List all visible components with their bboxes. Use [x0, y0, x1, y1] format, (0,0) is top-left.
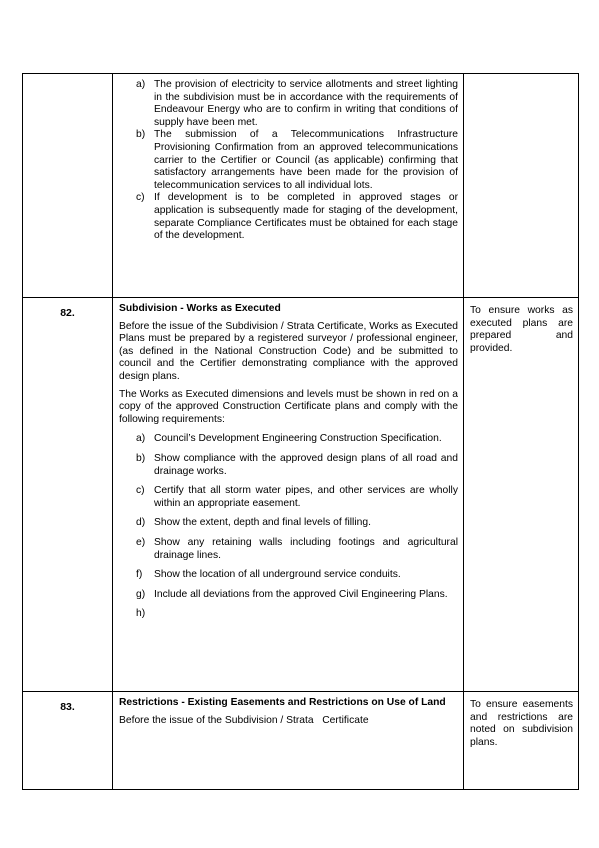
list-item-text: If development is to be completed in approved stages or application is subsequently made for staging of the development, separate Compliance Certificates must be obtained for each stage of the development. [154, 192, 458, 242]
condition-row-continued [23, 74, 579, 298]
list-item [119, 79, 458, 129]
condition-reason: To ensure works as executed plans are prepared and provided. [464, 298, 579, 692]
condition-body [113, 692, 464, 790]
condition-row-82 [23, 298, 579, 692]
list-marker: f) [136, 569, 143, 581]
list-marker: a) [136, 79, 146, 90]
condition-paragraph: Before the issue of the Subdivision / Strata Certificate, Works as Executed Plans must be prepared by a registered surveyor / professional engineer, (as defined in the National Construction Code) and be submitted to council and the Certifier demonstrating compliance with the approved design plans. [119, 320, 458, 382]
list-item [119, 453, 458, 478]
list-marker: h) [136, 608, 146, 620]
condition-reason [464, 74, 579, 298]
list-marker: a) [136, 433, 146, 445]
requirement-list [119, 433, 458, 621]
list-item-text: Council’s Development Engineering Construction Specification. [154, 433, 442, 445]
list-item-text: Show the location of all underground service conduits. [154, 569, 401, 581]
list-marker: d) [136, 517, 146, 529]
condition-number [23, 74, 113, 298]
conditions-table [22, 73, 579, 790]
list-item-text: The provision of electricity to service allotments and street lighting in the subdivision must be in accordance with the requirements of Endeavour Energy who are to confirm in writing that conditions of supply have been met. [154, 79, 458, 128]
list-marker: g) [136, 588, 146, 600]
condition-paragraph: Before the issue of the Subdivision / Strata Certificate [119, 714, 369, 726]
list-marker: c) [136, 192, 145, 204]
list-item [119, 517, 458, 530]
condition-row-83 [23, 692, 579, 790]
condition-reason: To ensure easements and restrictions are noted on subdivision plans. [464, 692, 579, 790]
list-item [119, 537, 458, 562]
list-item [119, 589, 458, 602]
condition-heading: Subdivision - Works as Executed [119, 303, 281, 314]
condition-body [113, 298, 464, 692]
list-item-text: Show the extent, depth and final levels of filling. [154, 517, 371, 529]
list-item-text: Certify that all storm water pipes, and other services are wholly within an appropriate easement. [154, 485, 458, 509]
list-item-text: Show compliance with the approved design plans of all road and drainage works. [154, 452, 458, 477]
list-marker: b) [136, 452, 146, 464]
condition-paragraph: The Works as Executed dimensions and levels must be shown in red on a copy of the approved Construction Certificate plans and comply with the following requirements: [119, 388, 458, 425]
condition-heading: Restrictions - Existing Easements and Restrictions on Use of Land [119, 697, 446, 708]
list-item [119, 485, 458, 510]
list-item [119, 569, 458, 582]
condition-body [113, 74, 464, 298]
list-item-text: The submission of a Telecommunications Infrastructure Provisioning Confirmation from an approved telecommunications carrier to the Certifier or Council (as applicable) confirming that satisfactory arrangements have been made for the provision of telecommunication services to all individual lots. [154, 129, 458, 191]
list-item [119, 192, 458, 242]
list-item [119, 433, 458, 446]
list-marker: e) [136, 536, 146, 548]
list-marker: c) [136, 485, 145, 497]
condition-number: 82. [23, 298, 113, 692]
condition-number: 83. [23, 692, 113, 790]
list-item [119, 129, 458, 192]
list-marker: b) [136, 129, 146, 141]
list-item-text: Include all deviations from the approved Civil Engineering Plans. [154, 588, 448, 600]
list-item [119, 608, 458, 621]
list-item-text: Show any retaining walls including footings and agricultural drainage lines. [154, 536, 458, 561]
requirement-list [119, 79, 458, 243]
